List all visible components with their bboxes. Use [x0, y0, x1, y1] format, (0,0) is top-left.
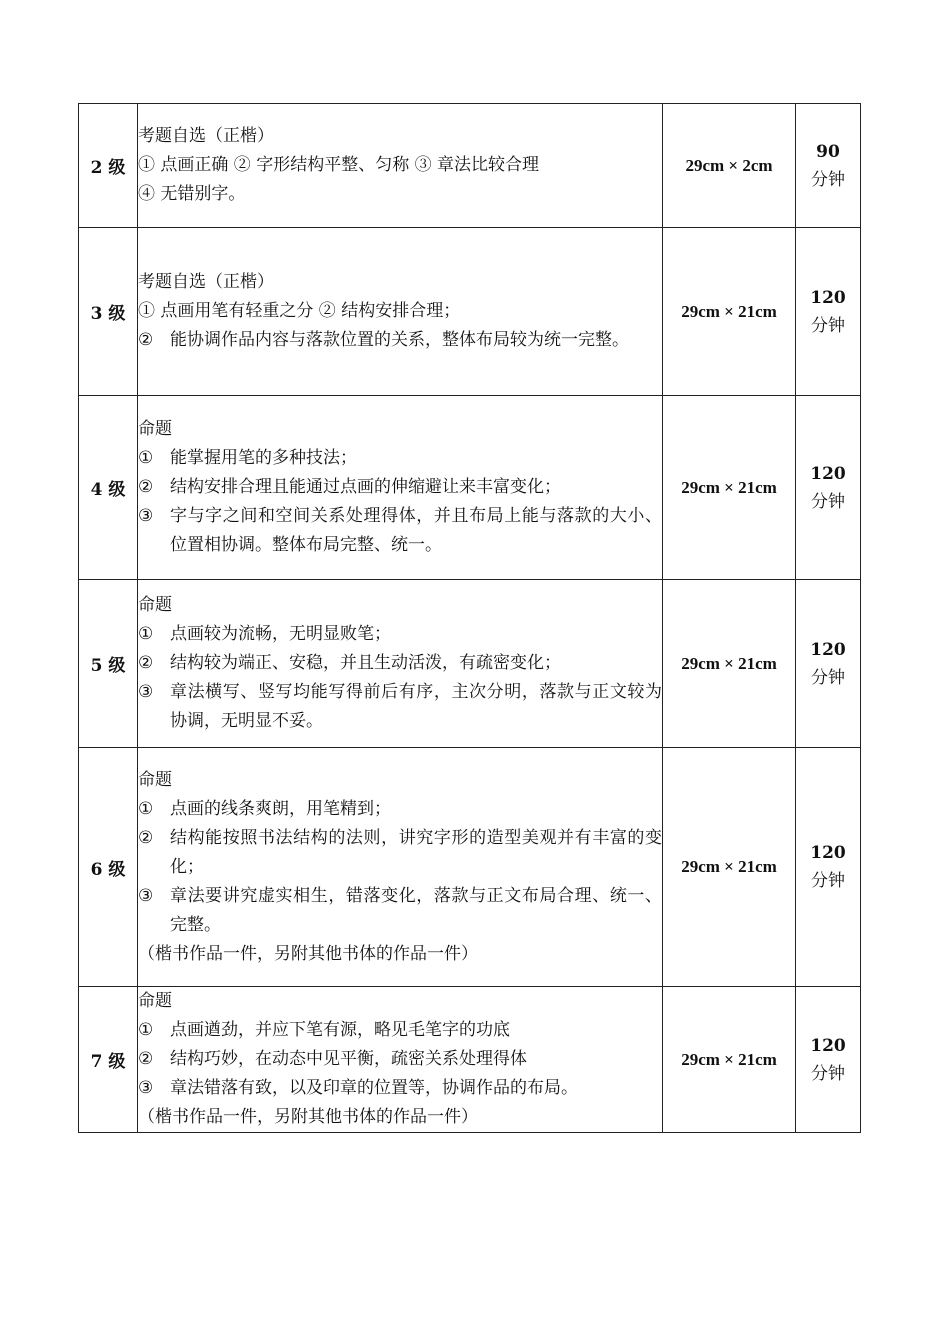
requirements-cell	[138, 580, 663, 748]
time-value: 120	[810, 287, 846, 308]
paper-size-cell: 29cm × 21cm	[663, 580, 796, 748]
item-text: 点画较为流畅，无明显败笔；	[170, 624, 391, 644]
table-row	[79, 104, 861, 228]
item-text: 章法横写、竖写均能写得前后有序，主次分明，落款与正文较为协调，无明显不妥。	[170, 682, 662, 731]
level-cell: 5 级	[79, 580, 138, 748]
requirement-item	[138, 444, 662, 473]
paper-size-cell: 29cm × 21cm	[663, 748, 796, 987]
item-number: ②	[138, 1049, 154, 1069]
table-row	[79, 228, 861, 396]
time-value: 120	[810, 1035, 846, 1056]
requirement-title: 命题	[138, 419, 172, 439]
requirement-line: ④ 无错别字。	[138, 184, 246, 204]
requirements-cell	[138, 104, 663, 228]
table-row	[79, 987, 861, 1133]
item-text: 章法错落有致，以及印章的位置等，协调作品的布局。	[170, 1078, 578, 1098]
requirement-title: 考题自选（正楷）	[138, 272, 274, 292]
item-number: ①	[138, 624, 154, 644]
requirement-item	[138, 620, 662, 649]
level-cell: 7 级	[79, 987, 138, 1133]
item-text: 结构巧妙，在动态中见平衡，疏密关系处理得体	[170, 1049, 527, 1069]
item-number: ①	[138, 798, 154, 819]
item-number: ①	[138, 1020, 154, 1040]
time-unit: 分钟	[811, 169, 845, 190]
requirement-line: ① 点画正确 ② 字形结构平整、匀称 ③ 章法比较合理	[138, 155, 540, 175]
time-cell	[796, 228, 861, 396]
item-number: ③	[138, 1078, 154, 1098]
time-cell	[796, 104, 861, 228]
item-number: ②	[138, 477, 154, 497]
requirement-item	[138, 1016, 662, 1045]
grade-requirements-table	[78, 103, 861, 1133]
requirements-cell	[138, 987, 663, 1133]
item-text: 能协调作品内容与落款位置的关系，整体布局较为统一完整。	[170, 330, 629, 350]
requirements-cell	[138, 748, 663, 987]
requirement-item	[138, 824, 662, 882]
time-value: 120	[810, 463, 846, 484]
requirement-line: ① 点画用笔有轻重之分 ② 结构安排合理；	[138, 301, 461, 321]
level-cell: 4 级	[79, 396, 138, 580]
item-number: ②	[138, 330, 154, 350]
time-unit: 分钟	[811, 491, 845, 512]
item-number: ②	[138, 653, 154, 673]
requirement-item	[138, 326, 662, 355]
requirement-item	[138, 502, 662, 560]
item-number: ③	[138, 885, 154, 906]
requirement-item	[138, 473, 662, 502]
paper-size-cell: 29cm × 21cm	[663, 228, 796, 396]
item-number: ③	[138, 506, 154, 526]
requirement-title: 命题	[138, 991, 172, 1011]
requirement-item	[138, 678, 662, 736]
time-cell	[796, 987, 861, 1133]
requirement-title: 命题	[138, 769, 172, 790]
item-text: 结构能按照书法结构的法则，讲究字形的造型美观并有丰富的变化；	[170, 827, 662, 877]
item-text: 章法要讲究虚实相生，错落变化，落款与正文布局合理、统一、完整。	[170, 885, 662, 935]
time-value: 120	[810, 843, 846, 863]
time-value: 120	[810, 639, 846, 660]
item-number: ①	[138, 448, 154, 468]
level-cell: 2 级	[79, 104, 138, 228]
level-cell: 3 级	[79, 228, 138, 396]
requirements-cell	[138, 228, 663, 396]
time-value: 90	[816, 141, 840, 162]
time-unit: 分钟	[811, 871, 845, 891]
table-row	[79, 396, 861, 580]
requirement-title: 命题	[138, 595, 172, 615]
item-number: ②	[138, 827, 154, 848]
paper-size-cell: 29cm × 21cm	[663, 987, 796, 1133]
requirement-note: （楷书作品一件，另附其他书体的作品一件）	[138, 1107, 478, 1127]
item-text: 点画遒劲，并应下笔有源，略见毛笔字的功底	[170, 1020, 510, 1040]
requirement-item	[138, 649, 662, 678]
item-text: 结构较为端正、安稳，并且生动活泼，有疏密变化；	[170, 653, 561, 673]
requirement-item	[138, 1074, 662, 1103]
requirement-title: 考题自选（正楷）	[138, 126, 274, 146]
table-row	[79, 748, 861, 987]
paper-size-cell: 29cm × 21cm	[663, 396, 796, 580]
requirements-cell	[138, 396, 663, 580]
item-text: 字与字之间和空间关系处理得体，并且布局上能与落款的大小、位置相协调。整体布局完整、统一。	[170, 506, 662, 555]
table-row	[79, 580, 861, 748]
time-unit: 分钟	[811, 1063, 845, 1084]
item-text: 结构安排合理且能通过点画的伸缩避让来丰富变化；	[170, 477, 561, 497]
item-text: 能掌握用笔的多种技法；	[170, 448, 357, 468]
requirement-item	[138, 882, 662, 940]
time-cell	[796, 396, 861, 580]
requirement-item	[138, 1045, 662, 1074]
time-cell	[796, 580, 861, 748]
time-unit: 分钟	[811, 315, 845, 336]
item-text: 点画的线条爽朗，用笔精到；	[170, 798, 391, 819]
item-number: ③	[138, 682, 154, 702]
time-cell	[796, 748, 861, 987]
paper-size-cell: 29cm × 2cm	[663, 104, 796, 228]
requirement-note: （楷书作品一件，另附其他书体的作品一件）	[138, 943, 478, 964]
level-cell: 6 级	[79, 748, 138, 987]
requirement-item	[138, 795, 662, 824]
time-unit: 分钟	[811, 667, 845, 688]
